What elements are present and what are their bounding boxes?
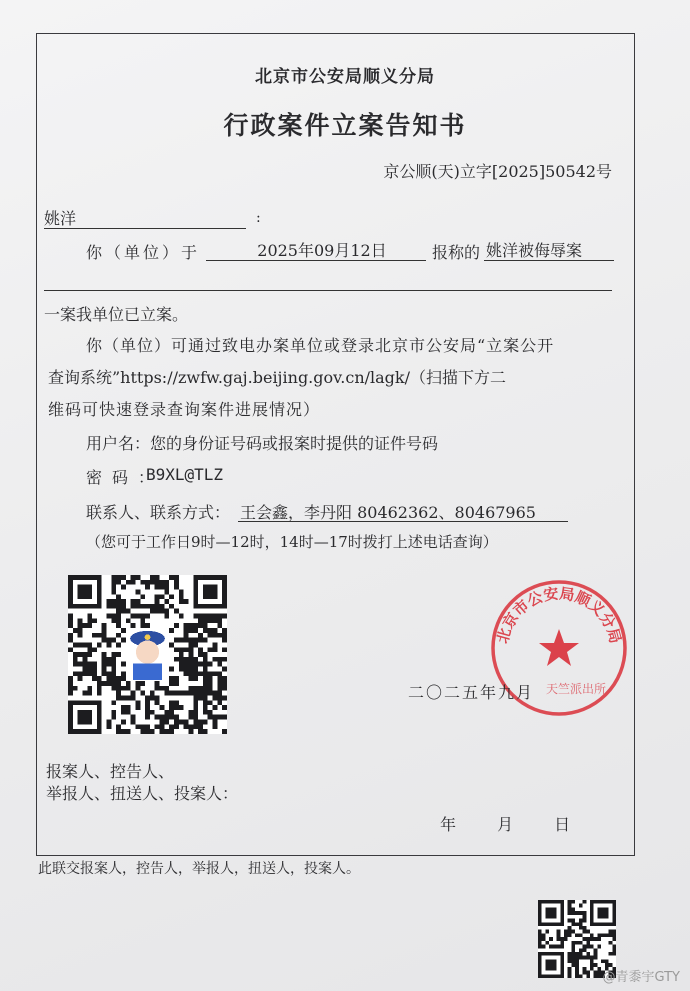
password-value: B9XL@TLZ	[146, 465, 224, 484]
contact-label: 联系人、联系方式：	[86, 503, 231, 522]
police-mascot-icon	[126, 628, 169, 681]
contact-underline	[238, 521, 568, 522]
signature-roles-line1: 报案人、控告人、	[46, 762, 175, 781]
contact-value: 王会鑫，李丹阳 80462362、80467965	[240, 503, 536, 522]
stamp-date: 二〇二五年九月	[408, 683, 535, 702]
watermark: @青黍宇GTY	[602, 970, 680, 985]
username-info: 用户名：您的身份证号码或报案时提供的证件号码	[86, 434, 439, 453]
signature-roles-line2: 举报人、扭送人、投案人：	[46, 784, 239, 803]
query-paragraph-line1: 你（单位）可通过致电办案单位或登录北京市公安局“立案公开	[86, 336, 555, 355]
seal-text: 北京市公安局顺义分局	[493, 584, 625, 646]
recipient-colon: :	[256, 210, 261, 226]
footer-note: 此联交报案人，控告人，举报人，扭送人，投案人。	[38, 861, 360, 877]
recipient-name: 姚洋	[44, 209, 77, 228]
query-paragraph-line2: 查询系统”https://zwfw.gaj.beijing.gov.cn/lagk/（扫描下方二	[48, 368, 507, 387]
password-label: 密码：	[86, 468, 165, 487]
case-underline	[484, 260, 614, 261]
query-hours: （您可于工作日9时—12时，14时—17时拨打上述电话查询）	[86, 533, 498, 551]
reported-label: 报称的	[432, 243, 481, 262]
report-date: 2025年09月12日	[257, 241, 387, 260]
blank-underline	[44, 290, 612, 291]
recipient-underline	[44, 228, 246, 229]
qr-code-icon[interactable]	[68, 575, 227, 734]
you-unit-label: 你（单位）于	[86, 243, 201, 262]
seal-overlap-text: 天竺派出所	[545, 682, 607, 696]
date-underline	[206, 260, 426, 261]
agency-name: 北京市公安局顺义分局	[255, 67, 435, 87]
document-title: 行政案件立案告知书	[223, 111, 467, 140]
signature-date-blank: 年 月 日	[440, 815, 589, 834]
filed-statement: 一案我单位已立案。	[44, 305, 189, 324]
case-name: 姚洋被侮辱案	[486, 241, 583, 260]
document-number: 京公顺(天)立字[2025]50542号	[383, 162, 612, 181]
query-paragraph-line3: 维码可快速登录查询案件进展情况）	[48, 400, 321, 419]
star-icon	[539, 629, 579, 666]
